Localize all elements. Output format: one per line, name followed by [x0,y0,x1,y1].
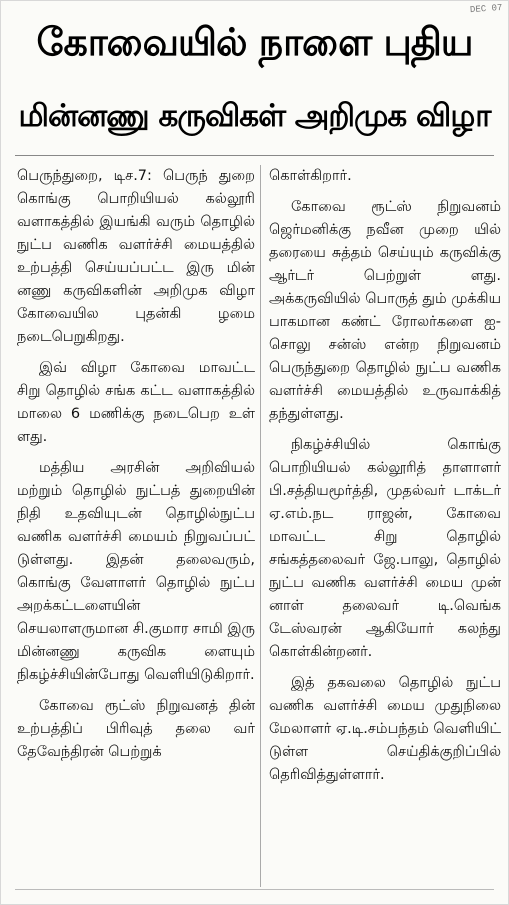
bottom-rule [15,889,494,890]
article-column-right [269,165,501,795]
paragraph: இவ் விழா கோவை மாவட்ட சிறு தொழில் சங்க கட்ட வளாகத்தில் மாலை 6 மணிக்கு நடைபெற உள் ளது. [17,360,255,445]
paragraph: கொள்கிறார். [269,168,352,184]
paragraph: பெருந்துறை, டிச.7: பெருந் துறை கொங்கு பொறியியல் கல்லூரி வளாகத்தில் இயங்கி வரும் தொழில் நுட்ப வணிக வளர்ச்சி மையத்தில் உற்பத்தி செய்யப்பட்ட இரு மின் னணு கருவிகளின் அறிமுக விழா கோவையில புதன்கி ழமை நடைபெறுகிறது. [17,168,255,345]
paragraph: நிகழ்ச்சியில் கொங்கு பொறியியல் கல்லூரித் தாளாளர் பி.சத்தியமூர்த்தி, முதல்வர் டாக்டர் ஏ.எம்.நட ராஜன், கோவை மாவட்ட சிறு தொழில் சங்கத்தலைவர் ஜே.பாலு, தொழில் நுட்ப வணிக வளர்ச்சி மைய முன் னாள் தலைவர் டி.வெங்க டேஸ்வரன் ஆகியோர் கலந்து கொள்கின்றனர். [269,437,501,660]
article-column-left [17,165,255,772]
paragraph: மத்திய அரசின் அறிவியல் மற்றும் தொழில் நுட்பத் துறையின் நிதி உதவியுடன் தொழில்நுட்ப வணிக வளர்ச்சி மையம் நிறுவப்பட் டுள்ளது. இதன் தலைவரும், கொங்கு வேளாளர் தொழில் நுட்ப அறக்கட்டளையின் செயலாளருமான சி.குமார சாமி இரு மின்னணு கருவிக ளையும் நிகழ்ச்சியின்போது வெளியிடுகிறார். [17,460,255,683]
headline-rule [15,155,494,156]
headline-line-2: மின்னணு கருவிகள் அறிமுக விழா [18,98,491,134]
paragraph: கோவை ரூட்ஸ் நிறுவனம் ஜெர்மனிக்கு நவீன முறை யில் தரையை சுத்தம் செய்யும் கருவிக்கு ஆர்டர் பெற்றுள் ளது. அக்கருவியில் பொருத் தும் முக்கிய பாகமான கண்ட் ரோலர்களை ஐ-சொலு சன்ஸ் என்ற நிறுவனம் பெருந்துறை தொழில் நுட்ப வணிக வளர்ச்சி மையத்தில் உருவாக்கித் தந்துள்ளது. [269,199,501,422]
date-stamp: DEC 07 [469,2,503,16]
paragraph: கோவை ரூட்ஸ் நிறுவனத் தின் உற்பத்திப் பிரிவுத் தலை வர் தேவேந்திரன் பெற்றுக் [17,698,255,760]
paragraph: இத் தகவலை தொழில் நுட்ப வணிக வளர்ச்சி மைய முதுநிலை மேலாளர் ஏ.டி.சம்பந்தம் வெளியிட் டுள்ள செய்திக்குறிப்பில் தெரிவித்துள்ளார். [269,675,502,783]
column-divider [260,165,261,887]
headline-line-1: கோவையில் நாளை புதிய [36,20,473,64]
